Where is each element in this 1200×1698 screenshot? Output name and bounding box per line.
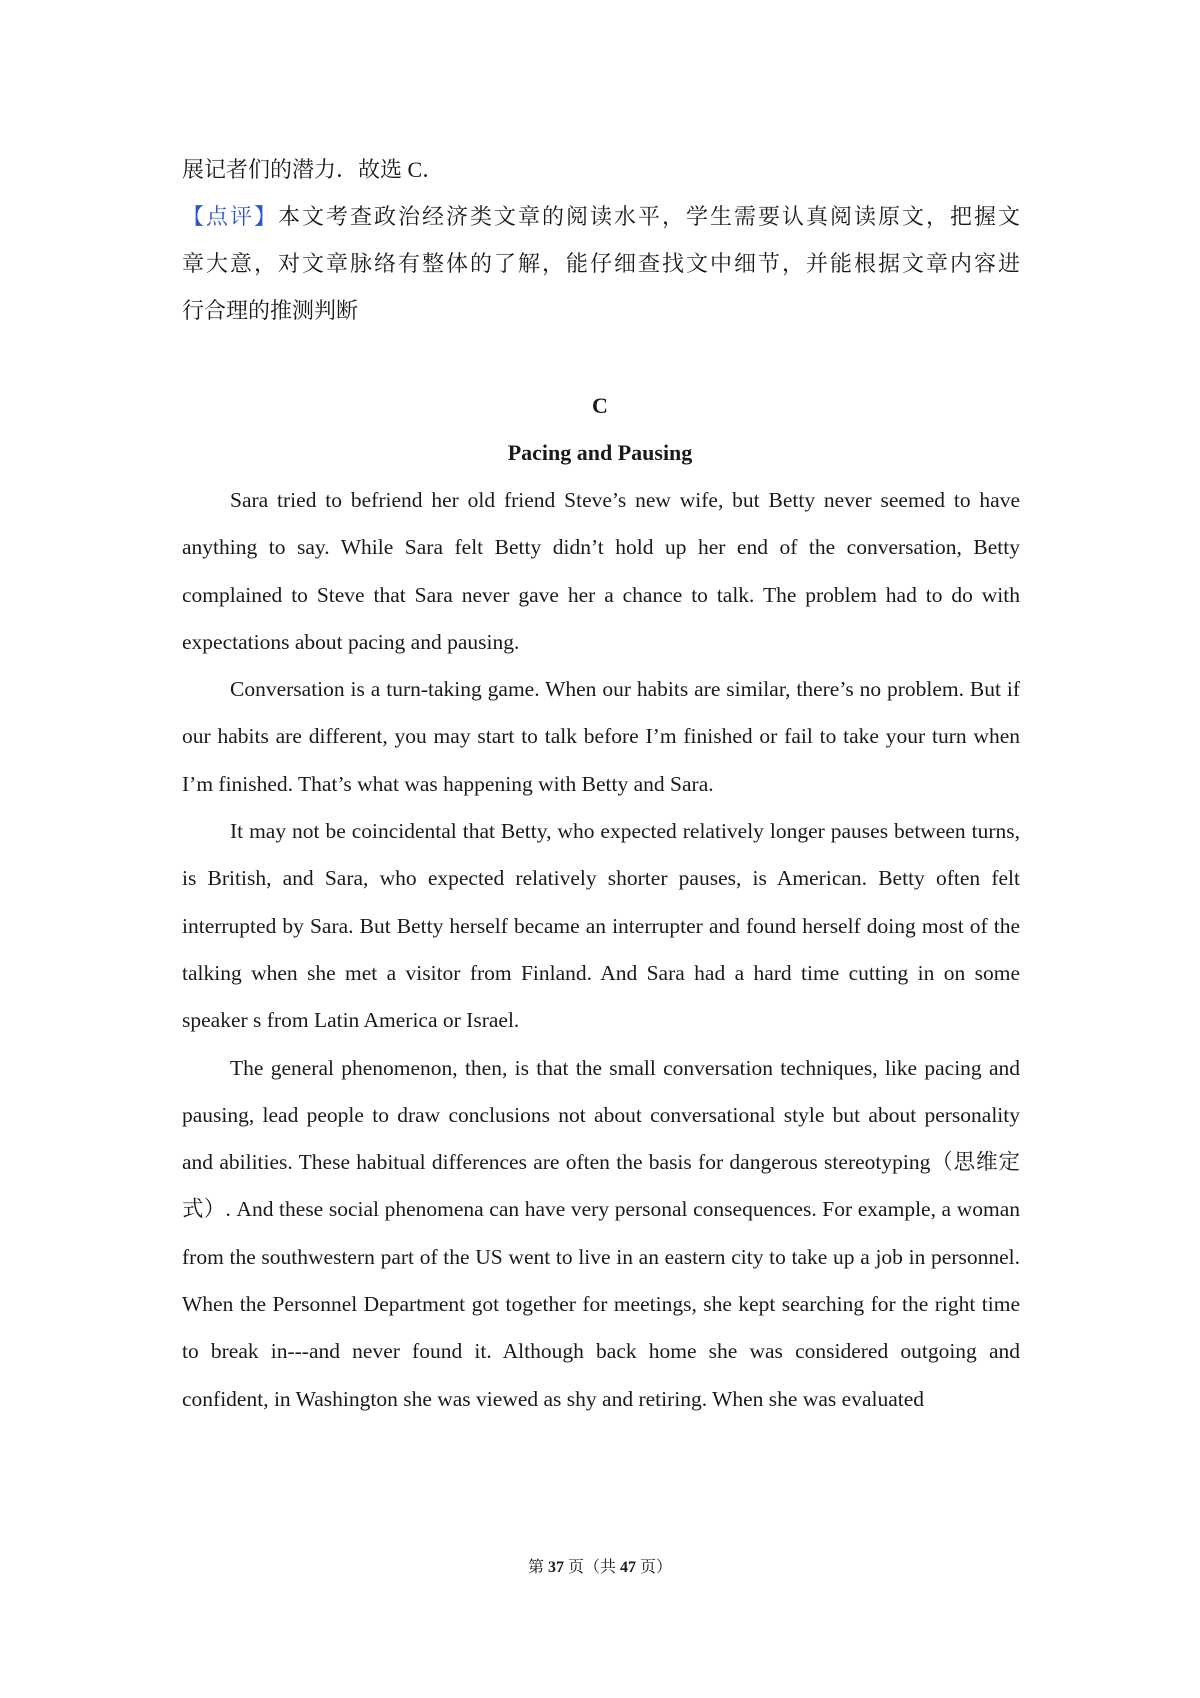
comment-tag: 【点评】 (182, 204, 278, 229)
passage-body (182, 477, 1020, 1423)
footer-prefix: 第 (527, 1559, 544, 1576)
comment-text: 本文考查政治经济类文章的阅读水平，学生需要认真阅读原文，把握文 (278, 204, 1020, 229)
footer-middle: 页（共 (567, 1559, 616, 1576)
passage-paragraph-2: Conversation is a turn-taking game. When our habits are similar, there’s no problem. But if our habits are different, you may start to talk before I’m finished or fail to take your turn when I’m finished. That’s what was happening with Betty and Sara. (182, 677, 1020, 796)
section-letter: C (592, 393, 608, 418)
footer-page-number: 37 (547, 1559, 564, 1576)
footer-total-pages: 47 (620, 1559, 636, 1576)
passage-title: Pacing and Pausing (507, 440, 693, 465)
page-footer (0, 1554, 1200, 1577)
comment-line-3: 行合理的推测判断 (182, 298, 359, 323)
analysis-line-1: 展记者们的潜力．故选 C． (182, 157, 445, 182)
footer-suffix: 页） (640, 1559, 673, 1576)
passage-paragraph-3: It may not be coincidental that Betty, who expected relatively longer pauses between turns, is British, and Sara, who expected relatively shorter pauses, is American. Betty often felt interrupted by Sara. But Betty herself became an interrupter and found herself doing most of the talking when she met a visitor from Finland. And Sara had a hard time cutting in on some speaker s from Latin America or Israel. (182, 819, 1020, 1033)
comment-line-2: 章大意，对文章脉络有整体的了解，能仔细查找文中细节，并能根据文章内容进 (182, 251, 1020, 276)
passage-paragraph-4: The general phenomenon, then, is that the small conversation techniques, like pacing and pausing, lead people to draw conclusions not about conversational style but about personality and abilities. These habitual differences are often the basis for dangerous stereotyping（思维定式）. And these social phenomena can have very personal consequences. For example, a woman from the southwestern part of the US went to live in an eastern city to take up a job in personnel. When the Personnel Department got together for meetings, she kept searching for the right time to break in---and never found it. Although back home she was considered outgoing and confident, in Washington she was viewed as shy and retiring. When she was evaluated (182, 1055, 1020, 1411)
analysis-block (182, 146, 1020, 334)
passage-paragraph-1: Sara tried to befriend her old friend Steve’s new wife, but Betty never seemed to have anything to say. While Sara felt Betty didn’t hold up her end of the conversation, Betty complained to Steve that Sara never gave her a chance to talk. The problem had to do with expectations about pacing and pausing. (182, 488, 1020, 654)
comment-line (182, 193, 1020, 240)
